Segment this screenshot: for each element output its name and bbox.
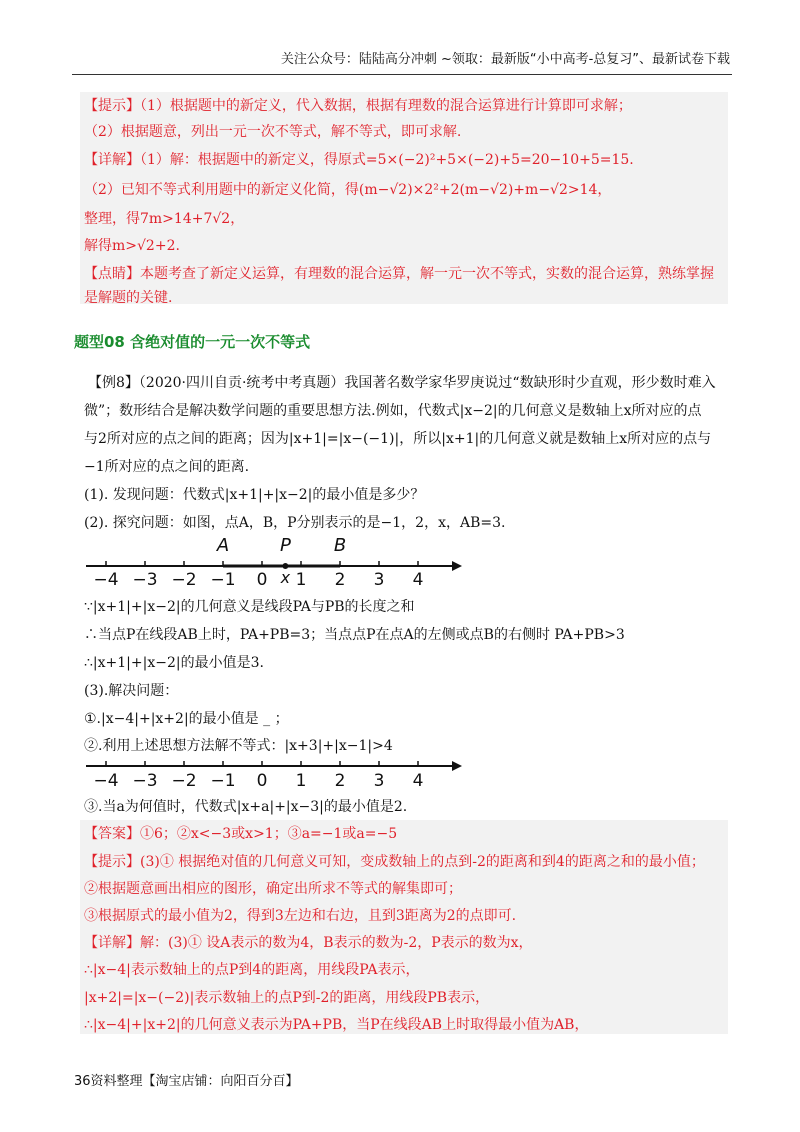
comment-line-1: 【点睛】本题考查了新定义运算，有理数的混合运算，解一元一次不等式，实数的混合运算，熟练掌握 bbox=[84, 266, 714, 282]
tick-label: 2 bbox=[334, 570, 346, 590]
tick-label: 1 bbox=[295, 771, 307, 791]
tick-label: 1 bbox=[295, 570, 307, 590]
answer-line: 【答案】①6；②x<−3或x>1；③a=−1或a=−5 bbox=[84, 826, 398, 842]
hint-line-2: （2）根据题意，列出一元一次不等式，解不等式，即可求解. bbox=[84, 124, 462, 140]
header-rule bbox=[72, 74, 732, 75]
number-line-1 bbox=[80, 534, 470, 590]
page-footer: 36资料整理【淘宝店铺：向阳百分百】 bbox=[74, 1074, 299, 1089]
section-title: 题型08 含绝对值的一元一次不等式 bbox=[74, 333, 311, 351]
tick-label: 3 bbox=[373, 570, 385, 590]
detail-line-3: 整理，得7m>14+7√2， bbox=[84, 211, 245, 227]
comment-line-2: 是解题的关键. bbox=[84, 290, 173, 306]
tick-label: 0 bbox=[256, 570, 268, 590]
question-3-3: ③.当a为何值时，代数式|x+a|+|x−3|的最小值是2. bbox=[84, 799, 408, 815]
tick-label: 4 bbox=[412, 570, 424, 590]
tick-label: 4 bbox=[412, 771, 424, 791]
question-2: (2). 探究问题：如图，点A，B，P分别表示的是−1，2，x，AB=3. bbox=[84, 515, 506, 531]
tick-label: −3 bbox=[132, 771, 158, 791]
detail-line-1: 【详解】（1）解：根据题中的新定义，得原式=5×(−2)²+5×(−2)+5=20−10+5=15. bbox=[84, 152, 634, 168]
detail-line-4: 解得m>√2+2. bbox=[84, 238, 180, 254]
question-3-2: ②.利用上述思想方法解不等式：|x+3|+|x−1|>4 bbox=[84, 738, 393, 754]
axis-arrow bbox=[452, 561, 462, 571]
tick-label: −4 bbox=[93, 771, 119, 791]
example-line-2: 微”；数形结合是解决数学问题的重要思想方法.例如，代数式|x−2|的几何意义是数轴上x所对应的点 bbox=[84, 403, 702, 419]
detail-line-5: 【详解】解：(3)① 设A表示的数为4，B表示的数为-2，P表示的数为x， bbox=[84, 935, 533, 951]
point-x-label: x bbox=[280, 568, 291, 587]
reason-line-1: ∵|x+1|+|x−2|的几何意义是线段PA与PB的长度之和 bbox=[84, 599, 415, 615]
tick-label: −4 bbox=[93, 570, 119, 590]
number-line-2 bbox=[80, 756, 470, 796]
tick-label: −2 bbox=[171, 771, 197, 791]
detail-line-8: ∴|x−4|+|x+2|的几何意义表示为PA+PB，当P在线段AB上时取得最小值为AB， bbox=[84, 1017, 589, 1033]
hint-line-5: ③根据原式的最小值为2，得到3左边和右边，且到3距离为2的点即可. bbox=[84, 908, 517, 924]
question-3-1: ①.|x−4|+|x+2|的最小值是 _ ； bbox=[84, 711, 289, 727]
hint-line-4: ②根据题意画出相应的图形，确定出所求不等式的解集即可； bbox=[84, 881, 462, 897]
detail-line-7: |x+2|=|x−(−2)|表示数轴上的点P到-2的距离，用线段PB表示， bbox=[84, 990, 490, 1006]
point-label-p: P bbox=[279, 535, 291, 556]
reason-line-3: ∴|x+1|+|x−2|的最小值是3. bbox=[84, 655, 264, 671]
page-header: 关注公众号：陆陆高分冲刺 ~领取：最新版“小中高考-总复习”、最新试卷下载 bbox=[280, 52, 730, 67]
question-3: (3).解决问题： bbox=[84, 683, 179, 699]
tick-label: −1 bbox=[210, 570, 236, 590]
hint-line-1: 【提示】（1）根据题中的新定义，代入数据，根据有理数的混合运算进行计算即可求解； bbox=[84, 98, 632, 114]
hint-line-3: 【提示】(3)① 根据绝对值的几何意义可知，变成数轴上的点到-2的距离和到4的距离之和的最小值； bbox=[84, 854, 705, 870]
point-label-a: A bbox=[216, 535, 230, 556]
example-line-3: 与2所对应的点之间的距离；因为|x+1|=|x−(−1)|，所以|x+1|的几何意义就是数轴上x所对应的点与 bbox=[84, 431, 712, 447]
tick-label: 3 bbox=[373, 771, 385, 791]
tick-label: −3 bbox=[132, 570, 158, 590]
tick-label: −1 bbox=[210, 771, 236, 791]
detail-line-2: （2）已知不等式利用题中的新定义化简，得(m−√2)×2²+2(m−√2)+m−√2>14， bbox=[84, 182, 612, 198]
tick-label: 0 bbox=[256, 771, 268, 791]
example-line-1: 【例8】（2020·四川自贡·统考中考真题）我国著名数学家华罗庚说过“数缺形时少直观，形少数时难入 bbox=[88, 375, 716, 391]
question-1: (1). 发现问题：代数式|x+1|+|x−2|的最小值是多少？ bbox=[84, 487, 425, 503]
tick-label: −2 bbox=[171, 570, 197, 590]
axis-arrow bbox=[452, 761, 462, 771]
reason-line-2: ∴当点P在线段AB上时，PA+PB=3；当点点P在点A的左侧或点B的右侧时 PA+PB>3 bbox=[84, 627, 625, 643]
point-label-b: B bbox=[333, 535, 347, 556]
tick-label: 2 bbox=[334, 771, 346, 791]
detail-line-6: ∴|x−4|表示数轴上的点P到4的距离，用线段PA表示， bbox=[84, 962, 420, 978]
example-line-4: −1所对应的点之间的距离. bbox=[84, 459, 250, 475]
